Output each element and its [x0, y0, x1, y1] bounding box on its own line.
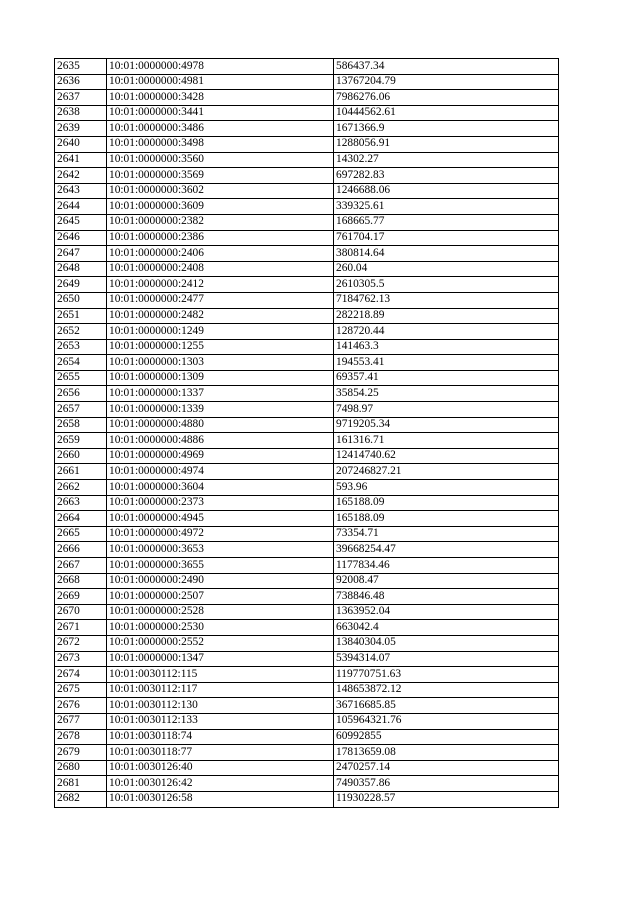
- row-number-cell: 2660: [55, 448, 107, 464]
- table-row: [55, 152, 559, 168]
- cadastral-number-cell: 10:01:0000000:2477: [107, 292, 334, 308]
- table-row: [55, 246, 559, 262]
- table-row: [55, 635, 559, 651]
- value-cell: 168665.77: [334, 214, 559, 230]
- value-cell: 60992855: [334, 729, 559, 745]
- table-row: [55, 511, 559, 527]
- cadastral-number-cell: 10:01:0000000:3604: [107, 480, 334, 496]
- cadastral-number-cell: 10:01:0030126:42: [107, 776, 334, 792]
- value-cell: 697282.83: [334, 168, 559, 184]
- table-row: [55, 495, 559, 511]
- cadastral-number-cell: 10:01:0000000:1309: [107, 370, 334, 386]
- value-cell: 39668254.47: [334, 542, 559, 558]
- value-cell: 105964321.76: [334, 713, 559, 729]
- value-cell: 36716685.85: [334, 698, 559, 714]
- cadastral-number-cell: 10:01:0000000:2408: [107, 261, 334, 277]
- table-row: [55, 355, 559, 371]
- row-number-cell: 2673: [55, 651, 107, 667]
- cadastral-number-cell: 10:01:0000000:2530: [107, 620, 334, 636]
- row-number-cell: 2647: [55, 246, 107, 262]
- cadastral-number-cell: 10:01:0000000:2552: [107, 635, 334, 651]
- cadastral-number-cell: 10:01:0000000:2386: [107, 230, 334, 246]
- cadastral-number-cell: 10:01:0000000:1255: [107, 339, 334, 355]
- cadastral-number-cell: 10:01:0030112:117: [107, 682, 334, 698]
- value-cell: 663042.4: [334, 620, 559, 636]
- row-number-cell: 2681: [55, 776, 107, 792]
- table-row: [55, 121, 559, 137]
- table-row: [55, 464, 559, 480]
- row-number-cell: 2651: [55, 308, 107, 324]
- cadastral-number-cell: 10:01:0000000:4972: [107, 526, 334, 542]
- row-number-cell: 2656: [55, 386, 107, 402]
- value-cell: 35854.25: [334, 386, 559, 402]
- value-cell: 17813659.08: [334, 745, 559, 761]
- row-number-cell: 2675: [55, 682, 107, 698]
- cadastral-number-cell: 10:01:0000000:3569: [107, 168, 334, 184]
- table-row: [55, 402, 559, 418]
- cadastral-number-cell: 10:01:0030126:40: [107, 760, 334, 776]
- table-row: [55, 370, 559, 386]
- table-body: [55, 59, 559, 808]
- value-cell: 260.04: [334, 261, 559, 277]
- data-table: [54, 58, 559, 808]
- cadastral-number-cell: 10:01:0030118:77: [107, 745, 334, 761]
- table-row: [55, 745, 559, 761]
- table-row: [55, 651, 559, 667]
- value-cell: 73354.71: [334, 526, 559, 542]
- table-row: [55, 277, 559, 293]
- cadastral-number-cell: 10:01:0000000:4886: [107, 433, 334, 449]
- table-row: [55, 230, 559, 246]
- row-number-cell: 2663: [55, 495, 107, 511]
- value-cell: 593.96: [334, 480, 559, 496]
- cadastral-number-cell: 10:01:0000000:1337: [107, 386, 334, 402]
- row-number-cell: 2642: [55, 168, 107, 184]
- cadastral-number-cell: 10:01:0000000:2382: [107, 214, 334, 230]
- row-number-cell: 2654: [55, 355, 107, 371]
- value-cell: 119770751.63: [334, 667, 559, 683]
- row-number-cell: 2657: [55, 402, 107, 418]
- table-row: [55, 776, 559, 792]
- value-cell: 9719205.34: [334, 417, 559, 433]
- row-number-cell: 2658: [55, 417, 107, 433]
- table-row: [55, 791, 559, 807]
- row-number-cell: 2665: [55, 526, 107, 542]
- cadastral-number-cell: 10:01:0000000:3653: [107, 542, 334, 558]
- table-row: [55, 682, 559, 698]
- cadastral-number-cell: 10:01:0000000:2412: [107, 277, 334, 293]
- row-number-cell: 2668: [55, 573, 107, 589]
- table-row: [55, 558, 559, 574]
- table-row: [55, 433, 559, 449]
- value-cell: 380814.64: [334, 246, 559, 262]
- row-number-cell: 2679: [55, 745, 107, 761]
- value-cell: 207246827.21: [334, 464, 559, 480]
- table-row: [55, 698, 559, 714]
- table-row: [55, 620, 559, 636]
- value-cell: 586437.34: [334, 59, 559, 75]
- cadastral-number-cell: 10:01:0000000:3428: [107, 90, 334, 106]
- value-cell: 1246688.06: [334, 183, 559, 199]
- value-cell: 165188.09: [334, 511, 559, 527]
- cadastral-number-cell: 10:01:0000000:3655: [107, 558, 334, 574]
- value-cell: 13840304.05: [334, 635, 559, 651]
- table-row: [55, 604, 559, 620]
- row-number-cell: 2637: [55, 90, 107, 106]
- row-number-cell: 2680: [55, 760, 107, 776]
- row-number-cell: 2640: [55, 136, 107, 152]
- cadastral-number-cell: 10:01:0000000:2482: [107, 308, 334, 324]
- value-cell: 1177834.46: [334, 558, 559, 574]
- value-cell: 7986276.06: [334, 90, 559, 106]
- row-number-cell: 2646: [55, 230, 107, 246]
- value-cell: 10444562.61: [334, 105, 559, 121]
- cadastral-number-cell: 10:01:0030126:58: [107, 791, 334, 807]
- value-cell: 128720.44: [334, 324, 559, 340]
- row-number-cell: 2643: [55, 183, 107, 199]
- row-number-cell: 2678: [55, 729, 107, 745]
- table-row: [55, 448, 559, 464]
- value-cell: 148653872.12: [334, 682, 559, 698]
- table-row: [55, 136, 559, 152]
- table-row: [55, 526, 559, 542]
- row-number-cell: 2674: [55, 667, 107, 683]
- table-row: [55, 480, 559, 496]
- table-row: [55, 339, 559, 355]
- row-number-cell: 2662: [55, 480, 107, 496]
- value-cell: 7490357.86: [334, 776, 559, 792]
- row-number-cell: 2648: [55, 261, 107, 277]
- value-cell: 161316.71: [334, 433, 559, 449]
- value-cell: 5394314.07: [334, 651, 559, 667]
- value-cell: 194553.41: [334, 355, 559, 371]
- row-number-cell: 2655: [55, 370, 107, 386]
- table-row: [55, 324, 559, 340]
- value-cell: 13767204.79: [334, 74, 559, 90]
- cadastral-number-cell: 10:01:0000000:4945: [107, 511, 334, 527]
- table-row: [55, 729, 559, 745]
- cadastral-number-cell: 10:01:0000000:2373: [107, 495, 334, 511]
- row-number-cell: 2644: [55, 199, 107, 215]
- table-row: [55, 199, 559, 215]
- value-cell: 1288056.91: [334, 136, 559, 152]
- value-cell: 761704.17: [334, 230, 559, 246]
- value-cell: 12414740.62: [334, 448, 559, 464]
- table-row: [55, 542, 559, 558]
- value-cell: 2610305.5: [334, 277, 559, 293]
- value-cell: 14302.27: [334, 152, 559, 168]
- value-cell: 339325.61: [334, 199, 559, 215]
- cadastral-number-cell: 10:01:0000000:3560: [107, 152, 334, 168]
- value-cell: 1363952.04: [334, 604, 559, 620]
- row-number-cell: 2666: [55, 542, 107, 558]
- cadastral-number-cell: 10:01:0000000:4880: [107, 417, 334, 433]
- row-number-cell: 2669: [55, 589, 107, 605]
- value-cell: 282218.89: [334, 308, 559, 324]
- table-row: [55, 573, 559, 589]
- cadastral-number-cell: 10:01:0000000:3486: [107, 121, 334, 137]
- cadastral-number-cell: 10:01:0000000:2406: [107, 246, 334, 262]
- row-number-cell: 2636: [55, 74, 107, 90]
- cadastral-number-cell: 10:01:0000000:4969: [107, 448, 334, 464]
- cadastral-number-cell: 10:01:0000000:3609: [107, 199, 334, 215]
- cadastral-number-cell: 10:01:0000000:1249: [107, 324, 334, 340]
- row-number-cell: 2653: [55, 339, 107, 355]
- row-number-cell: 2671: [55, 620, 107, 636]
- value-cell: 165188.09: [334, 495, 559, 511]
- table-row: [55, 59, 559, 75]
- value-cell: 69357.41: [334, 370, 559, 386]
- row-number-cell: 2652: [55, 324, 107, 340]
- value-cell: 141463.3: [334, 339, 559, 355]
- value-cell: 11930228.57: [334, 791, 559, 807]
- cadastral-number-cell: 10:01:0000000:1339: [107, 402, 334, 418]
- table-row: [55, 74, 559, 90]
- value-cell: 738846.48: [334, 589, 559, 605]
- row-number-cell: 2682: [55, 791, 107, 807]
- cadastral-number-cell: 10:01:0000000:4978: [107, 59, 334, 75]
- row-number-cell: 2638: [55, 105, 107, 121]
- cadastral-number-cell: 10:01:0000000:4974: [107, 464, 334, 480]
- row-number-cell: 2641: [55, 152, 107, 168]
- value-cell: 1671366.9: [334, 121, 559, 137]
- row-number-cell: 2664: [55, 511, 107, 527]
- cadastral-number-cell: 10:01:0000000:3441: [107, 105, 334, 121]
- table-row: [55, 760, 559, 776]
- cadastral-number-cell: 10:01:0000000:2528: [107, 604, 334, 620]
- row-number-cell: 2639: [55, 121, 107, 137]
- table-row: [55, 417, 559, 433]
- cadastral-number-cell: 10:01:0000000:3498: [107, 136, 334, 152]
- value-cell: 2470257.14: [334, 760, 559, 776]
- row-number-cell: 2659: [55, 433, 107, 449]
- table-row: [55, 183, 559, 199]
- table-row: [55, 292, 559, 308]
- cadastral-number-cell: 10:01:0000000:3602: [107, 183, 334, 199]
- table-row: [55, 90, 559, 106]
- table-row: [55, 214, 559, 230]
- cadastral-number-cell: 10:01:0000000:4981: [107, 74, 334, 90]
- row-number-cell: 2650: [55, 292, 107, 308]
- cadastral-number-cell: 10:01:0030112:115: [107, 667, 334, 683]
- cadastral-number-cell: 10:01:0030112:130: [107, 698, 334, 714]
- cadastral-number-cell: 10:01:0030118:74: [107, 729, 334, 745]
- row-number-cell: 2677: [55, 713, 107, 729]
- table-row: [55, 713, 559, 729]
- row-number-cell: 2667: [55, 558, 107, 574]
- table-row: [55, 168, 559, 184]
- cadastral-number-cell: 10:01:0000000:2490: [107, 573, 334, 589]
- table-row: [55, 261, 559, 277]
- value-cell: 7184762.13: [334, 292, 559, 308]
- cadastral-number-cell: 10:01:0030112:133: [107, 713, 334, 729]
- value-cell: 7498.97: [334, 402, 559, 418]
- table-row: [55, 105, 559, 121]
- value-cell: 92008.47: [334, 573, 559, 589]
- cadastral-number-cell: 10:01:0000000:1303: [107, 355, 334, 371]
- row-number-cell: 2649: [55, 277, 107, 293]
- table-row: [55, 308, 559, 324]
- cadastral-number-cell: 10:01:0000000:1347: [107, 651, 334, 667]
- row-number-cell: 2661: [55, 464, 107, 480]
- table-row: [55, 386, 559, 402]
- row-number-cell: 2672: [55, 635, 107, 651]
- row-number-cell: 2645: [55, 214, 107, 230]
- table-row: [55, 667, 559, 683]
- cadastral-number-cell: 10:01:0000000:2507: [107, 589, 334, 605]
- row-number-cell: 2670: [55, 604, 107, 620]
- row-number-cell: 2676: [55, 698, 107, 714]
- row-number-cell: 2635: [55, 59, 107, 75]
- table-row: [55, 589, 559, 605]
